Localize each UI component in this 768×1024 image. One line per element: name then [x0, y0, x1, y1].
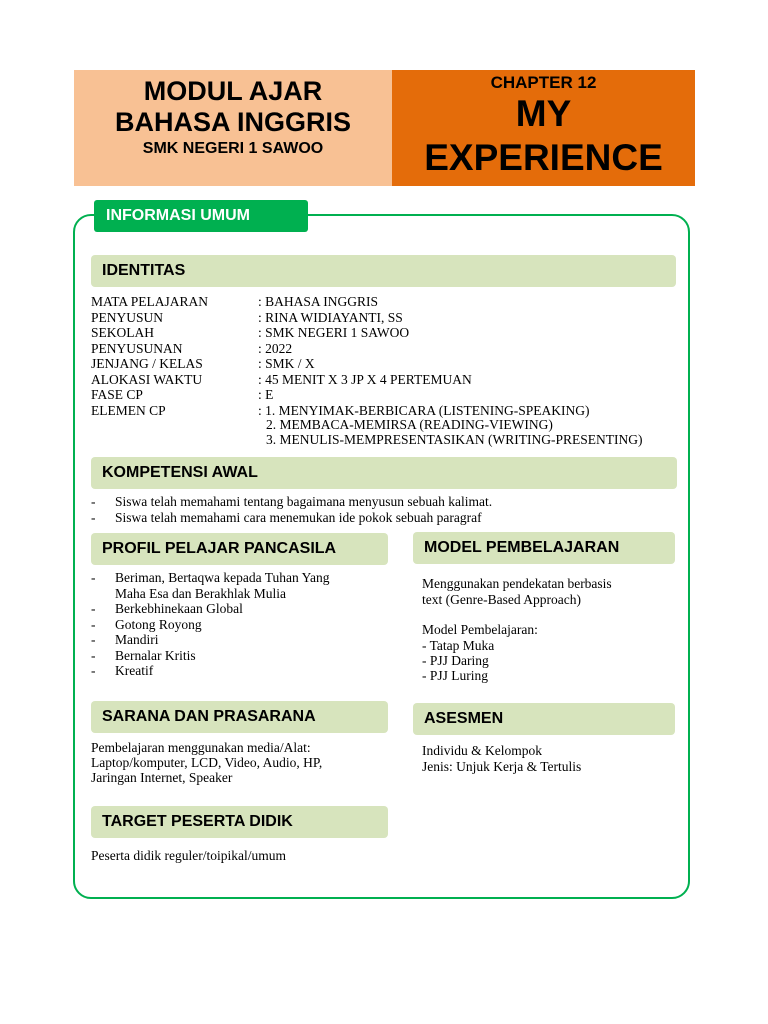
identitas-row — [91, 341, 292, 357]
bullet-dash: - — [91, 570, 96, 585]
bullet-dash: - — [91, 632, 96, 647]
identitas-value: : 2022 — [258, 340, 293, 356]
bullet-dash: - — [91, 617, 96, 632]
module-title-block — [74, 70, 392, 186]
model-line: Model Pembelajaran: — [422, 622, 538, 637]
model-line: text (Genre-Based Approach) — [422, 592, 581, 607]
elemen-cp-item: 2. MEMBACA-MEMIRSA (READING-VIEWING) — [266, 417, 553, 432]
asesmen-line: Individu & Kelompok — [422, 743, 542, 758]
chapter-title-line2: EXPERIENCE — [424, 137, 663, 178]
identitas-key: SEKOLAH — [91, 325, 154, 340]
list-item-text: Mandiri — [115, 632, 159, 647]
list-item-text: Kreatif — [115, 663, 154, 678]
list-item-text: Siswa telah memahami cara menemukan ide pokok sebuah paragraf — [115, 510, 482, 525]
chapter-title-line1: MY — [515, 93, 572, 134]
identitas-value: : RINA WIDIAYANTI, SS — [258, 309, 403, 325]
list-item-text: Gotong Royong — [115, 617, 202, 632]
model-line: - PJJ Luring — [422, 668, 489, 683]
model-line: - PJJ Daring — [422, 653, 489, 668]
identitas-value: : 1. MENYIMAK-BERBICARA (LISTENING-SPEAKING) — [258, 402, 590, 418]
list-item-text: Berkebhinekaan Global — [115, 601, 243, 616]
identitas-row — [91, 372, 472, 388]
identitas-key: ALOKASI WAKTU — [91, 371, 203, 387]
bullet-dash: - — [91, 648, 96, 663]
identitas-key: PENYUSUN — [91, 309, 164, 325]
identitas-heading: IDENTITAS — [91, 255, 676, 287]
identitas-key: ELEMEN CP — [91, 402, 166, 418]
list-item-text: Siswa telah memahami tentang bagaimana menyusun sebuah kalimat. — [115, 494, 493, 509]
sarana-line: Pembelajaran menggunakan media/Alat: — [91, 740, 311, 755]
identitas-row — [91, 310, 403, 326]
sarana-prasarana-heading: SARANA DAN PRASARANA — [91, 701, 388, 733]
chapter-number: CHAPTER 12 — [490, 73, 597, 92]
bullet-dash: - — [91, 601, 96, 616]
model-line: - Tatap Muka — [422, 638, 495, 653]
identitas-row — [91, 294, 378, 310]
kompetensi-awal-heading: KOMPETENSI AWAL — [91, 457, 677, 489]
identitas-key: JENJANG / KELAS — [91, 356, 203, 371]
identitas-value: : BAHASA INGGRIS — [258, 294, 379, 309]
informasi-umum-tag: INFORMASI UMUM — [94, 200, 308, 232]
school-name: SMK NEGERI 1 SAWOO — [142, 140, 324, 157]
identitas-key: MATA PELAJARAN — [91, 294, 209, 309]
identitas-row — [91, 387, 273, 403]
bullet-dash: - — [91, 494, 96, 509]
asesmen-line: Jenis: Unjuk Kerja & Tertulis — [422, 759, 582, 774]
model-pembelajaran-heading: MODEL PEMBELAJARAN — [413, 532, 675, 564]
identitas-row — [91, 403, 590, 419]
list-item-continuation: Maha Esa dan Berakhlak Mulia — [115, 586, 286, 601]
identitas-value: : E — [258, 387, 274, 402]
bullet-dash: - — [91, 510, 96, 525]
bullet-dash: - — [91, 663, 96, 678]
sarana-line: Laptop/komputer, LCD, Video, Audio, HP, — [91, 755, 323, 770]
identitas-value: : 45 MENIT X 3 JP X 4 PERTEMUAN — [258, 371, 472, 387]
list-item-text: Bernalar Kritis — [115, 648, 196, 663]
list-item-text: Beriman, Bertaqwa kepada Tuhan Yang — [115, 570, 330, 585]
identitas-row — [91, 325, 409, 341]
target-peserta-didik-heading: TARGET PESERTA DIDIK — [91, 806, 388, 838]
identitas-key: PENYUSUNAN — [91, 340, 183, 356]
chapter-title-block — [392, 70, 695, 186]
identitas-row — [91, 356, 315, 372]
elemen-cp-item: 3. MENULIS-MEMPRESENTASIKAN (WRITING-PRESENTING) — [266, 432, 643, 447]
asesmen-heading: ASESMEN — [413, 703, 675, 735]
target-line: Peserta didik reguler/toipikal/umum — [91, 848, 286, 863]
profil-pelajar-heading: PROFIL PELAJAR PANCASILA — [91, 533, 388, 565]
module-title-line2: BAHASA INGGRIS — [114, 107, 351, 137]
module-title-line1: MODUL AJAR — [143, 76, 323, 106]
sarana-line: Jaringan Internet, Speaker — [91, 770, 233, 785]
identitas-key: FASE CP — [91, 387, 143, 402]
identitas-value: : SMK / X — [258, 356, 315, 371]
model-line: Menggunakan pendekatan berbasis — [422, 576, 612, 591]
identitas-value: : SMK NEGERI 1 SAWOO — [258, 325, 410, 340]
